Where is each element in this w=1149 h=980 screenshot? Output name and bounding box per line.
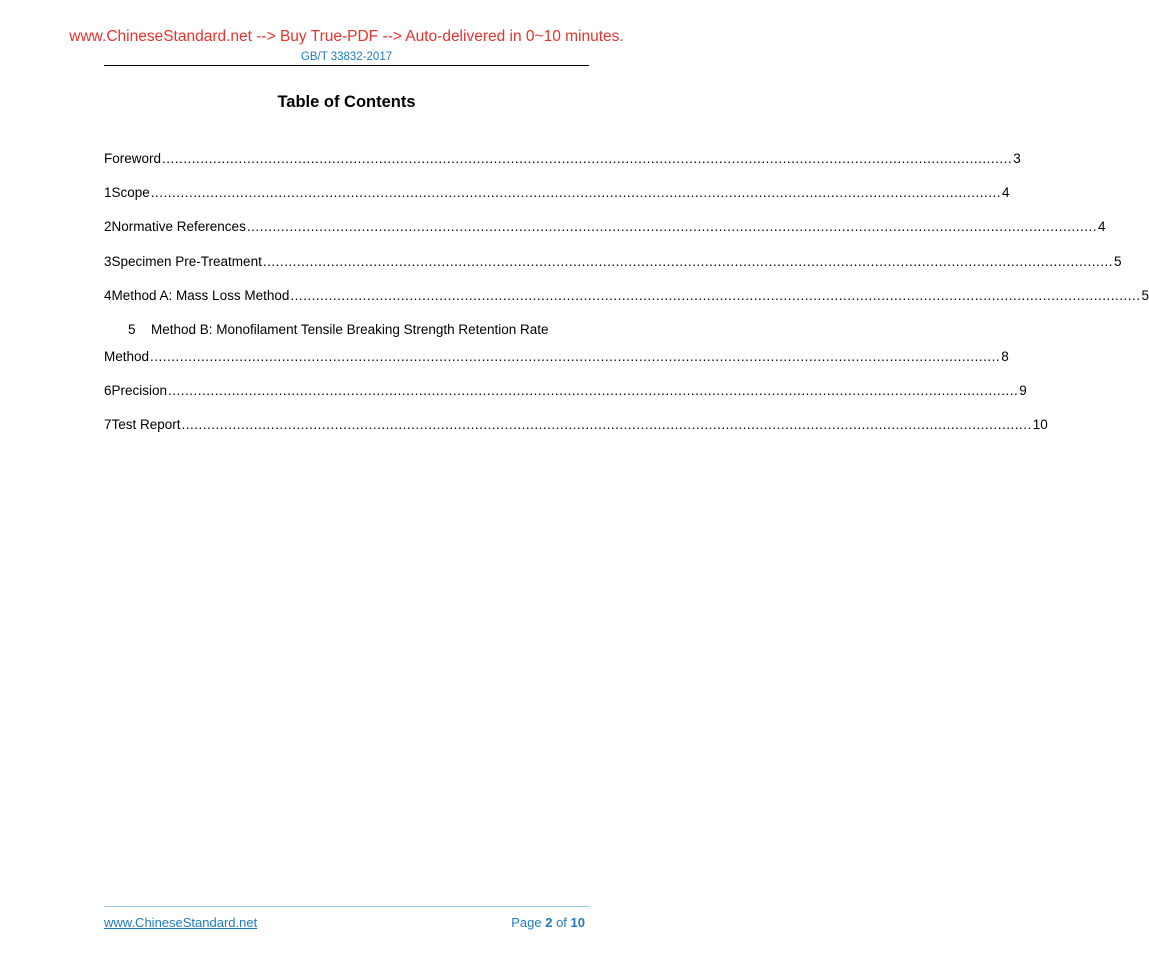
- toc-entry-label: Method B: Monofilament Tensile Breaking Strength Retention Rate: [151, 322, 549, 337]
- dot-leader: ........................................................................................................................................................................................................: [262, 254, 1113, 269]
- toc-entry-page: 4: [1097, 219, 1106, 234]
- toc-entry-label: Method A: Mass Loss Method: [111, 288, 290, 303]
- toc-entry-number: 3: [104, 254, 112, 269]
- toc-entry-page: 10: [1032, 417, 1048, 432]
- toc-entry-foreword[interactable]: [104, 150, 1021, 168]
- toc-entry-number: 4: [104, 288, 112, 303]
- promo-banner[interactable]: www.ChineseStandard.net --> Buy True-PDF --> Auto-delivered in 0~10 minutes.: [69, 28, 624, 45]
- current-page-number: 2: [545, 915, 553, 930]
- toc-entry-label-continued: Method: [104, 349, 150, 364]
- page-of: of: [556, 915, 567, 930]
- dot-leader: ........................................................................................................................................................................................................: [150, 185, 1001, 200]
- toc-entry-page: 4: [1001, 185, 1010, 200]
- toc-entry-method-b[interactable]: [128, 321, 548, 339]
- toc-entry-page: 5: [1141, 288, 1149, 303]
- toc-entry-label: Test Report: [111, 417, 181, 432]
- dot-leader: ........................................................................................................................................................................................................: [162, 151, 1013, 166]
- toc-entry-page: 8: [1001, 349, 1009, 364]
- dot-leader: ........................................................................................................................................................................................................: [290, 288, 1141, 303]
- toc-title: Table of Contents: [277, 93, 416, 111]
- header-divider: [104, 65, 589, 66]
- toc-entry-label: Foreword: [104, 151, 162, 166]
- toc-entry-label: Precision: [111, 383, 168, 398]
- toc-entry-number: 2: [104, 219, 112, 234]
- toc-entry-specimen-pre-treatment[interactable]: [104, 253, 1122, 271]
- toc-entry-method-a[interactable]: [104, 287, 1149, 305]
- footer-site-link[interactable]: www.ChineseStandard.net: [104, 915, 258, 930]
- toc-entry-method-b-continued[interactable]: [104, 348, 1009, 366]
- dot-leader: ........................................................................................................................................................................................................: [181, 417, 1032, 432]
- page-indicator: [511, 915, 585, 931]
- toc-entry-normative-references[interactable]: [104, 218, 1106, 236]
- toc-entry-label: Specimen Pre-Treatment: [111, 254, 262, 269]
- standard-code: GB/T 33832-2017: [300, 51, 393, 63]
- footer-divider: [104, 906, 589, 907]
- toc-entry-page: 5: [1113, 254, 1122, 269]
- total-pages: 10: [570, 915, 585, 930]
- toc-entry-precision[interactable]: [104, 382, 1027, 400]
- toc-entry-number: 7: [104, 417, 112, 432]
- toc-entry-test-report[interactable]: [104, 416, 1048, 434]
- toc-entry-page: 3: [1013, 151, 1021, 166]
- toc-entry-page: 9: [1019, 383, 1027, 398]
- dot-leader: ........................................................................................................................................................................................................: [150, 349, 1001, 364]
- toc-entry-label: Scope: [111, 185, 150, 200]
- toc-entry-label: Normative References: [111, 219, 246, 234]
- toc-entry-number: 5: [128, 322, 136, 337]
- toc-entry-number: 1: [104, 185, 112, 200]
- toc-entry-scope[interactable]: [104, 184, 1010, 202]
- toc-entry-number: 6: [104, 383, 112, 398]
- dot-leader: ........................................................................................................................................................................................................: [246, 219, 1097, 234]
- dot-leader: ........................................................................................................................................................................................................: [168, 383, 1019, 398]
- page-prefix: Page: [511, 915, 542, 930]
